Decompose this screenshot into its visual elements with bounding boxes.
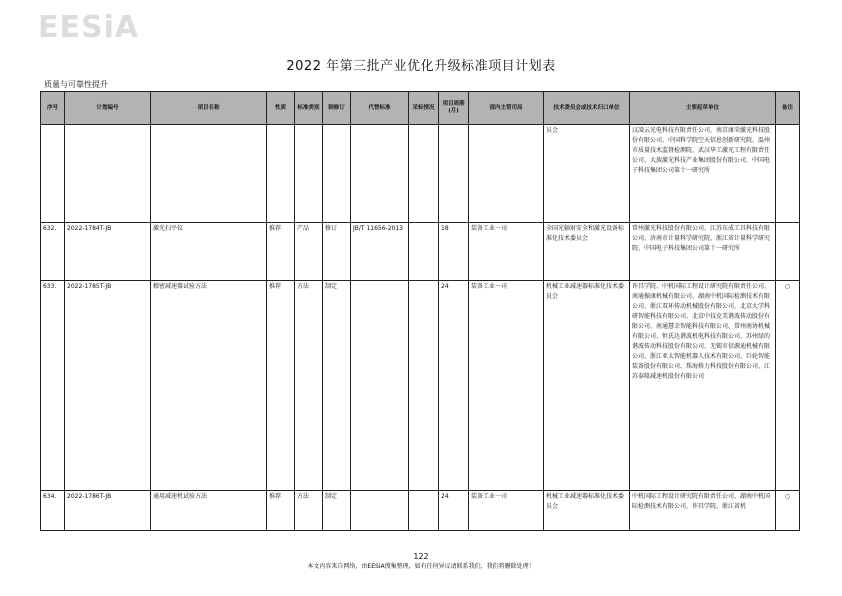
table-row xyxy=(41,223,800,281)
cell-dept xyxy=(469,125,544,223)
header-plan-no: 计划编号 xyxy=(65,92,151,125)
cell-committee: 全国光辐射安全和激光设备标准化技术委员会 xyxy=(544,223,630,281)
cell-name: 通用减速机试验方法 xyxy=(151,491,267,531)
cell-replaced: JB/T 11656-2013 xyxy=(351,223,409,281)
cell-plan-no: 2022-1786T-JB xyxy=(65,491,151,531)
header-drafters: 主要起草单位 xyxy=(630,92,776,125)
header-seq: 序号 xyxy=(41,92,65,125)
table-row xyxy=(41,281,800,491)
cell-std-type xyxy=(295,125,323,223)
page-number: 122 xyxy=(413,552,429,561)
table-header-row xyxy=(41,92,800,125)
header-revise: 制修订 xyxy=(323,92,351,125)
table-row xyxy=(41,125,800,223)
cell-dept: 装备工业一司 xyxy=(469,223,544,281)
cell-dept: 装备工业一司 xyxy=(469,281,544,491)
cell-drafters: 常州激光科技股份有限公司、江苏东成工具科技有限公司、济南市计量科学研究院、浙江省计量科学研究院、中国电子科技集团公司第十一研究所 xyxy=(630,223,776,281)
cell-period: 24 xyxy=(439,281,469,491)
cell-committee: 机械工业减速器标准化技术委员会 xyxy=(544,281,630,491)
header-nature: 性质 xyxy=(267,92,295,125)
cell-std-type: 方法 xyxy=(295,491,323,531)
cell-plan-no: 2022-1784T-JB xyxy=(65,223,151,281)
cell-name: 精密减速器试验方法 xyxy=(151,281,267,491)
cell-name xyxy=(151,125,267,223)
cell-std-type: 方法 xyxy=(295,281,323,491)
cell-revise: 修订 xyxy=(323,223,351,281)
cell-period: 18 xyxy=(439,223,469,281)
cell-committee: 员会 xyxy=(544,125,630,223)
cell-remark: ○ xyxy=(776,281,800,491)
header-replaced: 代替标准 xyxy=(351,92,409,125)
cell-drafters: 汉凌云光电科技有限责任公司、南京康荣激光科技股份有限公司、中国科学院空天信息创新研究院、温州市质量技术监督检测院、武汉华工激光工程有限责任公司、大族激光科技产业集团股份有限公司、中国电子科技集团公司第十一研究所 xyxy=(630,125,776,223)
cell-drafters: 许昌学院、中机国际工程设计研究院有限责任公司、南通振康机械有限公司、湖南中机国际检测技术有限公司、浙江双环传动机械股份有限公司、北京大学科研智能科技有限公司、北京中技克美谐波传动股份有限公司、南通慧幸智能科技有限公司、常州南协机械有限公司、恒氏达谐波机电科技有限公司、苏州绿的谐波传动科技股份有限公司、无锡市信源迪机械有限公司、浙江亚太智能机器人技术有限公司、巨轮智能装备股份有限公司、珠海格力科技股份有限公司、江苏泰隆减速机股份有限公司 xyxy=(630,281,776,491)
cell-adopt xyxy=(409,281,439,491)
cell-nature: 推荐 xyxy=(267,223,295,281)
cell-committee: 机械工业减速器标准化技术委员会 xyxy=(544,491,630,531)
cell-adopt xyxy=(409,125,439,223)
cell-seq: 633. xyxy=(41,281,65,491)
cell-nature xyxy=(267,125,295,223)
cell-std-type: 产品 xyxy=(295,223,323,281)
cell-period xyxy=(439,125,469,223)
table-row xyxy=(41,491,800,531)
cell-seq: 634. xyxy=(41,491,65,531)
cell-seq xyxy=(41,125,65,223)
header-period: 项目周期(月) xyxy=(439,92,469,125)
cell-revise: 制定 xyxy=(323,281,351,491)
header-name: 项目名称 xyxy=(151,92,267,125)
cell-nature: 推荐 xyxy=(267,281,295,491)
cell-plan-no xyxy=(65,125,151,223)
header-std-type: 标准类别 xyxy=(295,92,323,125)
cell-revise: 制定 xyxy=(323,491,351,531)
cell-seq: 632. xyxy=(41,223,65,281)
cell-dept: 装备工业一司 xyxy=(469,491,544,531)
cell-plan-no: 2022-1785T-JB xyxy=(65,281,151,491)
header-committee: 技术委员会或技术归口单位 xyxy=(544,92,630,125)
cell-remark: ○ xyxy=(776,491,800,531)
eesia-logo: EESiA xyxy=(38,10,140,45)
cell-adopt xyxy=(409,491,439,531)
cell-replaced xyxy=(351,125,409,223)
header-remark: 备注 xyxy=(776,92,800,125)
cell-nature: 推荐 xyxy=(267,491,295,531)
category-label: 质量与可靠性提升 xyxy=(44,80,108,89)
cell-replaced xyxy=(351,281,409,491)
cell-period: 24 xyxy=(439,491,469,531)
cell-replaced xyxy=(351,491,409,531)
page-title: 2022 年第三批产业优化升级标准项目计划表 xyxy=(286,59,556,74)
cell-remark xyxy=(776,223,800,281)
cell-revise xyxy=(323,125,351,223)
header-adopt: 采标情况 xyxy=(409,92,439,125)
cell-adopt xyxy=(409,223,439,281)
header-dept: 部内主管司局 xyxy=(469,92,544,125)
cell-remark xyxy=(776,125,800,223)
footer-disclaimer: 本文内容来自网络，由EESiA搜集整理，如有任何异议请联系我们，我们将删除处理！ xyxy=(307,563,535,570)
standards-plan-table xyxy=(40,91,800,531)
cell-name: 激光扫平仪 xyxy=(151,223,267,281)
cell-drafters: 中机国际工程设计研究院有限责任公司、湖南中机国际检测技术有限公司、许昌学院、浙江省机 xyxy=(630,491,776,531)
